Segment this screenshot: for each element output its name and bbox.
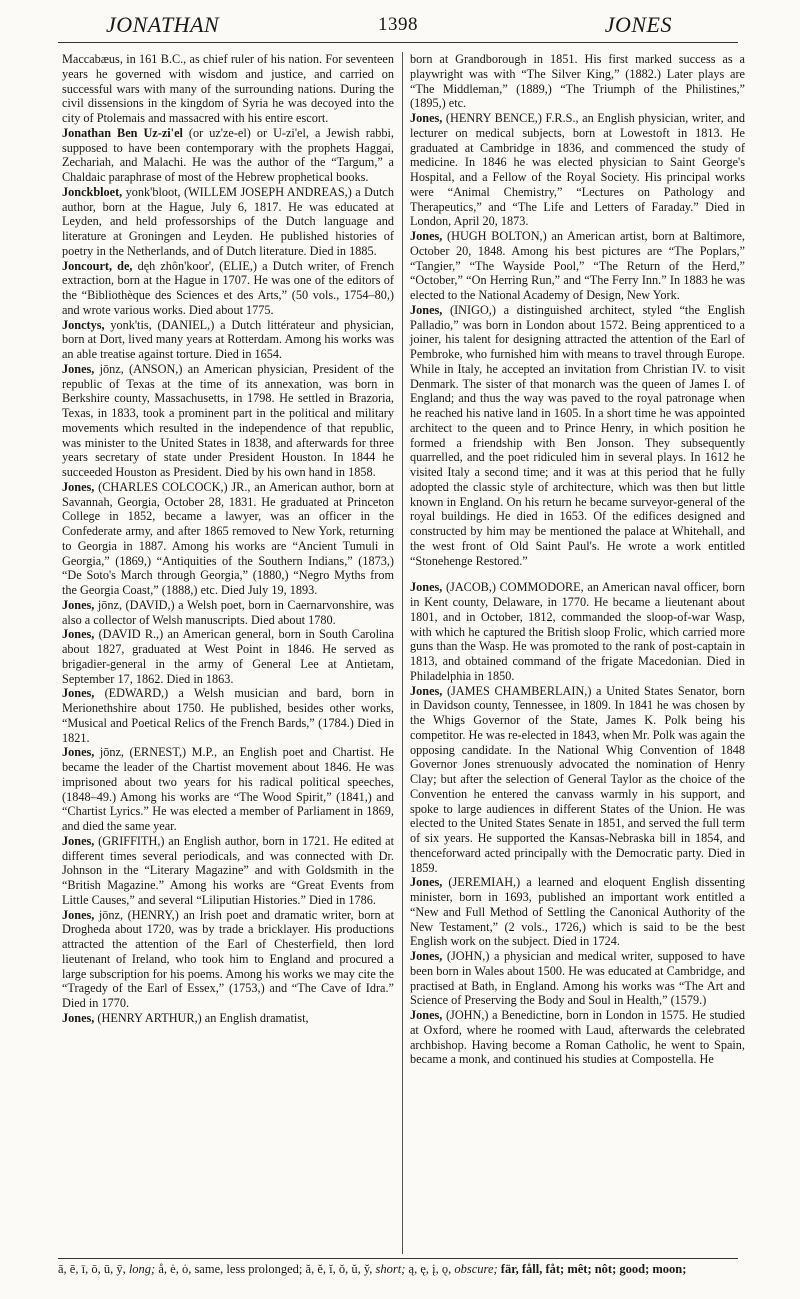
- dictionary-entry: [410, 875, 745, 949]
- entry-headword: Jones,: [410, 302, 443, 317]
- entry-text: (CHARLES COLCOCK,) JR., an American author, born at Savannah, Georgia, October 28, 1831. He graduated at Princeton College in 1852, became a lawyer, was an officer in the Confederate army, and after 1865 removed to New York, returning to Georgia in 1887. Among his works are “Ancient Tumuli in Georgia,” (1869,) “Antiquities of the Southern Indians,” (1873,) “De Soto's March through Georgia,” (1880,) “Negro Myths from the Georgia Coast,” (1888,) etc. Died July 19, 1893.: [62, 479, 394, 597]
- dictionary-entry: [410, 580, 745, 683]
- dictionary-entry: [62, 627, 394, 686]
- entry-headword: Jones,: [62, 627, 95, 642]
- dictionary-entry: [62, 126, 394, 185]
- dictionary-entry: [410, 303, 745, 569]
- entry-headword: Jones,: [62, 1010, 95, 1025]
- dictionary-entry: [62, 259, 394, 318]
- entry-headword: Jones,: [62, 361, 95, 376]
- dictionary-entry: [62, 745, 394, 834]
- entry-text: (DAVID R.,) an American general, born in South Carolina about 1827, graduated at West Point in 1846. He served as brigadier-general in the army of General Lee at Antietam, September 17, 1862. Died in 1863.: [62, 627, 394, 686]
- entry-text: dęh zhôn'koor', (ELIE,) a Dutch writer, of French extraction, born at the Hague in 1707. He was one of the editors of the “Bibliothèque des Sciences et des Arts,” (50 vols., 1754–80,) and wrote various works. Died about 1775.: [62, 258, 394, 317]
- key-obscure-vowels: ą, ę, į, ǫ,: [408, 1262, 452, 1276]
- page-number: 1398: [378, 14, 418, 35]
- entry-text: jōnz, (DAVID,) a Welsh poet, born in Caernarvonshire, was also a collector of Welsh manuscripts. Died about 1780.: [62, 597, 394, 627]
- entry-headword: Jones,: [410, 875, 443, 890]
- dictionary-entry: [62, 908, 394, 1011]
- header-left-word: JONATHAN: [106, 12, 220, 37]
- entry-headword: Jonctys,: [62, 317, 105, 332]
- running-header: [58, 12, 738, 38]
- dictionary-entry: [410, 684, 745, 876]
- header-right-word: JONES: [604, 12, 672, 37]
- entry-headword: Jones,: [62, 686, 95, 701]
- entry-text: (HENRY ARTHUR,) an English dramatist,: [94, 1010, 309, 1025]
- entry-text: (HENRY BENCE,) F.R.S., an English physician, writer, and lecturer on medical subjects, born at Lowestoft in 1813. He graduated at Cambridge in 1836, and commenced the study of medicine. In 1846 he was elected physician to Saint George's Hospital, and a Fellow of the Royal Society. His principal works were “Animal Chemistry,” “Lectures on Pathology and Therapeutics,” and “The Life and Letters of Faraday.” Died in London, April 20, 1873.: [410, 111, 745, 229]
- entry-text: (JOHN,) a Benedictine, born in London in 1575. He studied at Oxford, where he roomed with Laud, afterwards the celebrated archbishop. Having become a Roman Catholic, he went to Spain, became a monk, and continued his studies at Compostella. He: [410, 1008, 745, 1067]
- entry-headword: Jonckbloet,: [62, 184, 123, 199]
- entry-text: yonk'tis, (DANIEL,) a Dutch littérateur and physician, born at Dort, lived many years at Rotterdam. Among his works was an able treatise against torture. Died in 1654.: [62, 317, 394, 361]
- dictionary-entry: [62, 598, 394, 628]
- dictionary-entry: [62, 52, 394, 126]
- dictionary-entry: [410, 229, 745, 303]
- entry-headword: Jones,: [410, 580, 443, 595]
- entry-text: (JAMES CHAMBERLAIN,) a United States Senator, born in Davidson county, Tennessee, in 1809. In 1841 he was chosen by the Whigs Governor of the State, James K. Polk being his competitor. He was re-elected in 1843, when Mr. Polk was again the opposing candidate. In the National Whig Convention of 1848 Governor Jones strenuously advocated the nomination of Henry Clay; but after the selection of General Taylor as the choice of the Convention he entered the canvass warmly in his support, and spoke to large audiences in different States of the Union. He was elected to the United States Senate in 1851, and served the full term of six years. He supported the Kansas-Nebraska bill in 1854, and thenceforward acted principally with the Democratic party. Died in 1859.: [410, 683, 745, 875]
- key-long-label: long;: [128, 1262, 156, 1276]
- entry-headword: Jonathan Ben Uz-zi'el: [62, 125, 183, 140]
- entry-headword: Jones,: [410, 229, 443, 243]
- entry-text: Maccabæus, in 161 B.C., as chief ruler of his nation. For seventeen years he governed with wisdom and justice, and carried on successful wars with many of the surrounding nations. During the civil dissensions in the kingdom of Syria he was decoyed into the city of Ptolemais and massacred with his entire escort.: [62, 52, 394, 125]
- key-same-vowels: å, ė, ȯ, same, less prolonged;: [158, 1262, 303, 1276]
- entry-headword: Joncourt, de,: [62, 258, 133, 273]
- right-column: [410, 52, 745, 1067]
- key-short-label: short;: [375, 1262, 406, 1276]
- footer-rule: [58, 1258, 738, 1259]
- entry-headword: Jones,: [410, 111, 443, 125]
- dictionary-entry: [62, 480, 394, 598]
- entry-text: (JOHN,) a physician and medical writer, supposed to have been born in Wales about 1500. He was educated at Cambridge, and practised at Bath, in England. Among his works was “The Art and Science of Preserving the Body and Soul in Health,” (1579.): [410, 949, 745, 1008]
- dictionary-entry: [410, 1008, 745, 1067]
- dictionary-entry: [62, 185, 394, 259]
- dictionary-entry: [410, 52, 745, 111]
- key-obscure-label: obscure;: [454, 1262, 498, 1276]
- entry-text: (INIGO,) a distinguished architect, styled “the English Palladio,” was born in London about 1572. Being apprenticed to a joiner, his talent for designing attracted the attention of the Earl of Pembroke, who furnished him with means to travel through Europe. While in Italy, he accepted an invitation from Christian IV. to visit Denmark. The sister of that monarch was the queen of James I. of England; and thus the way was paved to the royal patronage when he reached his native land in 1605. In a short time he was appointed architect to the queen and to Prince Henry, in which position he formed a friendship with Ben Jonson. They subsequently quarrelled, and the poet ridiculed him in several plays. In 1612 he visited Italy a second time; and it was at this period that he fully adopted the classic style of architecture, which was then but little known in England. On his return he became surveyor-general of the royal buildings. He died in 1653. Of the edifices designed and constructed by him may be mentioned the palace at Whitehall, and the west front of Old Saint Paul's. He wrote a work entitled “Stonehenge Restored.”: [410, 302, 745, 568]
- entry-headword: Jones,: [410, 1008, 443, 1022]
- entry-headword: Jones,: [410, 949, 443, 963]
- entry-headword: Jones,: [62, 597, 95, 612]
- entry-headword: Jones,: [410, 683, 443, 698]
- dictionary-entry: [62, 834, 394, 908]
- left-column: [62, 52, 394, 1026]
- entry-text: yonk'bloot, (WILLEM JOSEPH ANDREAS,) a Dutch author, born at the Hague, July 6, 1817. He was educated at Leyden, and held professorships of the Dutch language and literature at Groningen and Leyden. He published histories of poetry in the Netherlands, and of Dutch literature. Died in 1885.: [62, 184, 394, 258]
- entry-text: (JEREMIAH,) a learned and eloquent English dissenting minister, born in 1693, published an important work entitled a “New and Full Method of Settling the Canonical Authority of the New Testament,” (2 vols., 1726,) which is said to be the best English work on the subject. Died in 1724.: [410, 875, 745, 949]
- entry-text: (GRIFFITH,) an English author, born in 1721. He edited at different times several periodicals, and was connected with Dr. Johnson in the “Literary Magazine” and with Goldsmith in the “British Magazine.” Among his works are “Great Events from Little Causes,” and several “Liliputian Histories.” Died in 1786.: [62, 833, 394, 907]
- entry-text: jōnz, (ANSON,) an American physician, President of the republic of Texas at the time of its annexation, was born in Berkshire county, Massachusetts, in 1798. He settled in Brazoria, Texas, in 1833, took a prominent part in the political and military movements which resulted in the independence of that republic, was minister to the United States in 1838, and afterwards for three years secretary of state under President Houston. In 1844 he succeeded Houston as President. Died by his own hand in 1858.: [62, 361, 394, 479]
- entry-headword: Jones,: [62, 833, 95, 848]
- key-examples: fär, fåll, fåt; mêt; nôt; good; moon;: [500, 1262, 687, 1276]
- dictionary-entry: [62, 1011, 394, 1026]
- header-rule: [58, 42, 738, 43]
- entry-text: (JACOB,) COMMODORE, an American naval officer, born in Kent county, Delaware, in 1770. He became a lieutenant about 1801, and in October, 1812, commanded the sloop-of-war Wasp, with which he captured the British sloop Frolic, which carried more guns than the Wasp. He was promoted to the rank of post-captain in 1813, and obtained command of the frigate Macedonian. Died in Philadelphia in 1850.: [410, 580, 745, 683]
- column-divider: [402, 52, 403, 1254]
- key-short-vowels: ă, ĕ, ĭ, ŏ, ŭ, y̆,: [305, 1262, 373, 1276]
- entry-text: (EDWARD,) a Welsh musician and bard, born in Merionethshire about 1750. He published, besides other works, “Musical and Poetical Relics of the French Bards,” (1784.) Died in 1821.: [62, 686, 394, 745]
- entry-headword: Jones,: [62, 907, 95, 922]
- entry-text: jōnz, (HENRY,) an Irish poet and dramatic writer, born at Drogheda about 1720, was by trade a bricklayer. His productions attracted the attention of the Earl of Chesterfield, then lord lieutenant of Ireland, who took him to England and procured a large subscription for his poems. Among his works we may cite the “Tragedy of the Earl of Essex,” (1753,) and “The Cave of Idra.” Died in 1770.: [62, 907, 394, 1010]
- dictionary-entry: [410, 949, 745, 1008]
- entry-text: (or uz'ze-el) or U-zi'el, a Jewish rabbi, supposed to have been contemporary with the prophets Haggai, Zechariah, and Malachi. He was the author of the “Targum,” a Chaldaic paraphrase of most of the Hebrew prophetical books.: [62, 125, 394, 184]
- dictionary-entry: [62, 362, 394, 480]
- entry-text: jōnz, (ERNEST,) M.P., an English poet and Chartist. He became the leader of the Chartist movement about 1846. He was imprisoned about two years for his radical political speeches, (1848–49.) Among his works are “The Wood Spirit,” (1841,) and “Chartist Lyrics.” He was elected a member of Parliament in 1869, and died the same year.: [62, 745, 394, 833]
- entry-headword: Jones,: [62, 745, 95, 760]
- entry-text: born at Grandborough in 1851. His first marked success as a playwright was with “The Silver King,” (1882.) Later plays are “The Middleman,” (1889,) “The Triumph of the Philistines,” (1895,) etc.: [410, 52, 745, 111]
- entry-headword: Jones,: [62, 479, 95, 494]
- key-long-vowels: ā, ē, ī, ō, ū, ȳ,: [58, 1262, 126, 1276]
- pronunciation-key: [58, 1262, 738, 1277]
- entry-text: (HUGH BOLTON,) an American artist, born at Baltimore, October 20, 1848. Among his best pictures are “The Poplars,” “Tangier,” “The Wayside Pool,” “The Return of the Herd,” “October,” “On Herring Run,” and “The Ferry Inn.” In 1883 he was elected to the National Academy of Design, New York.: [410, 229, 745, 302]
- dictionary-entry: [62, 686, 394, 745]
- dictionary-entry: [62, 318, 394, 362]
- dictionary-entry: [410, 111, 745, 229]
